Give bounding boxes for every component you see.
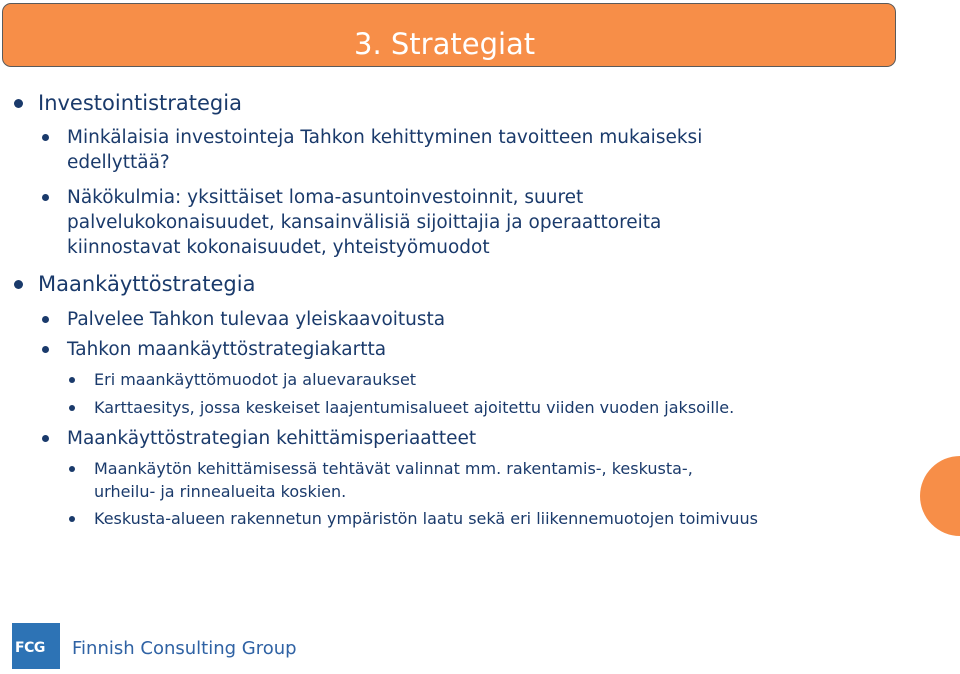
fcg-logo-name: Finnish Consulting Group xyxy=(72,638,297,659)
heading-maankayttostrategia: Maankäyttöstrategia xyxy=(38,272,256,296)
bullet-dot xyxy=(69,466,75,472)
bullet-dot xyxy=(69,516,75,522)
sub-bullet-text: Maankäytön kehittämisessä tehtävät valinnat mm. rakentamis-, keskusta-, xyxy=(94,459,693,478)
bullet-dot xyxy=(69,377,75,383)
sub-bullet-text: Karttaesitys, jossa keskeiset laajentumisalueet ajoitettu viiden vuoden jaksoille. xyxy=(94,398,735,417)
bullet-dot xyxy=(69,405,75,411)
bullet-dot xyxy=(42,435,49,442)
sub-bullet-text: Eri maankäyttömuodot ja aluevaraukset xyxy=(94,370,417,389)
bullet-text: Näkökulmia: yksittäiset loma-asuntoinvestoinnit, suuret xyxy=(67,187,584,208)
bullet-text: Maankäyttöstrategian kehittämisperiaatteet xyxy=(67,428,477,449)
bullet-dot xyxy=(42,346,49,353)
decorative-circle xyxy=(920,456,960,536)
bullet-dot xyxy=(14,280,23,289)
sub-bullet-text-cont: urheilu- ja rinnealueita koskien. xyxy=(94,482,347,501)
bullet-dot xyxy=(14,99,23,108)
bullet-text: Palvelee Tahkon tulevaa yleiskaavoitusta xyxy=(67,309,446,330)
bullet-text-cont: palvelukokonaisuudet, kansainvälisiä sijoittajia ja operaattoreita xyxy=(67,212,662,233)
bullet-text: Tahkon maankäyttöstrategiakartta xyxy=(67,339,387,360)
bullet-dot xyxy=(42,316,49,323)
heading-investointistrategia: Investointistrategia xyxy=(38,91,242,115)
bullet-dot xyxy=(42,194,49,201)
bullet-dot xyxy=(42,134,49,141)
slide-title: 3. Strategiat xyxy=(354,27,536,61)
bullet-text-cont: edellyttää? xyxy=(67,152,170,173)
fcg-logo-mark: FCG xyxy=(12,623,60,669)
bullet-text: Minkälaisia investointeja Tahkon kehittyminen tavoitteen mukaiseksi xyxy=(67,127,703,148)
bullet-text-cont: kiinnostavat kokonaisuudet, yhteistyömuodot xyxy=(67,237,490,258)
sub-bullet-text: Keskusta-alueen rakennetun ympäristön laatu sekä eri liikennemuotojen toimivuus xyxy=(94,509,758,528)
